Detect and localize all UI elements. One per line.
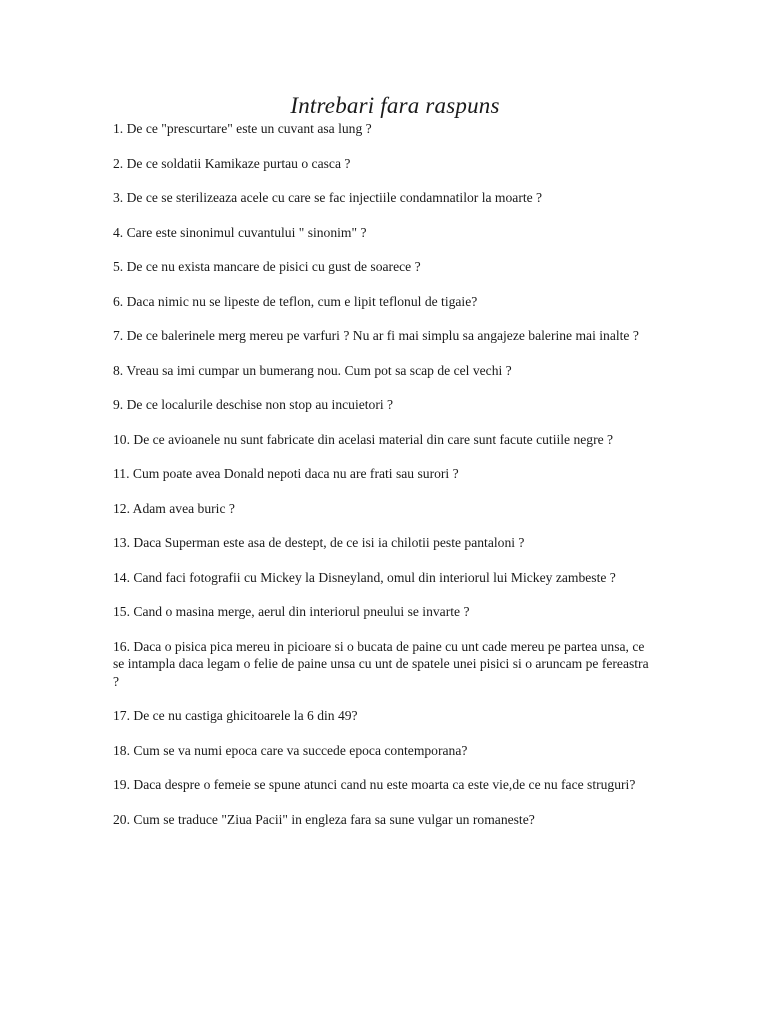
question-item: 9. De ce localurile deschise non stop au incuietori ? bbox=[113, 397, 394, 412]
question-item: 13. Daca Superman este asa de destept, de ce isi ia chilotii peste pantaloni ? bbox=[113, 535, 525, 550]
question-item: 7. De ce balerinele merg mereu pe varfuri ? Nu ar fi mai simplu sa angajeze balerine mai inalte ? bbox=[113, 328, 639, 343]
question-item: 6. Daca nimic nu se lipeste de teflon, cum e lipit teflonul de tigaie? bbox=[113, 293, 478, 309]
question-item: 14. Cand faci fotografii cu Mickey la Disneyland, omul din interiorul lui Mickey zambeste ? bbox=[113, 569, 616, 585]
question-item: 15. Cand o masina merge, aerul din interiorul pneului se invarte ? bbox=[113, 604, 470, 619]
question-list bbox=[113, 120, 653, 828]
document-title: Intrebari fara raspuns bbox=[290, 93, 500, 118]
question-item: 17. De ce nu castiga ghicitoarele la 6 din 49? bbox=[113, 708, 358, 723]
question-item: 3. De ce se sterilizeaza acele cu care se fac injectiile condamnatilor la moarte ? bbox=[113, 190, 543, 205]
question-item: 11. Cum poate avea Donald nepoti daca nu are frati sau surori ? bbox=[113, 466, 459, 481]
question-item: 18. Cum se va numi epoca care va succede epoca contemporana? bbox=[113, 742, 468, 758]
question-item: 12. Adam avea buric ? bbox=[113, 500, 235, 516]
question-item: 4. Care este sinonimul cuvantului " sinonim" ? bbox=[113, 224, 367, 240]
question-item: 16. Daca o pisica pica mereu in picioare si o bucata de paine cu unt cade mereu pe partea unsa, ce se intampla daca legam o felie de paine unsa cu unt de spatele unei pisici si o aruncam pe fereastra ? bbox=[113, 638, 649, 689]
question-item: 20. Cum se traduce "Ziua Pacii" in engleza fara sa sune vulgar un romaneste? bbox=[113, 811, 535, 827]
question-item: 19. Daca despre o femeie se spune atunci cand nu este moarta ca este vie,de ce nu face struguri? bbox=[113, 777, 636, 792]
question-item: 8. Vreau sa imi cumpar un bumerang nou. Cum pot sa scap de cel vechi ? bbox=[113, 362, 512, 378]
question-item: 10. De ce avioanele nu sunt fabricate din acelasi material din care sunt facute cutiile negre ? bbox=[113, 431, 614, 447]
question-item: 1. De ce "prescurtare" este un cuvant asa lung ? bbox=[113, 121, 372, 136]
question-item: 5. De ce nu exista mancare de pisici cu gust de soarece ? bbox=[113, 259, 421, 274]
question-item: 2. De ce soldatii Kamikaze purtau o casca ? bbox=[113, 155, 351, 171]
